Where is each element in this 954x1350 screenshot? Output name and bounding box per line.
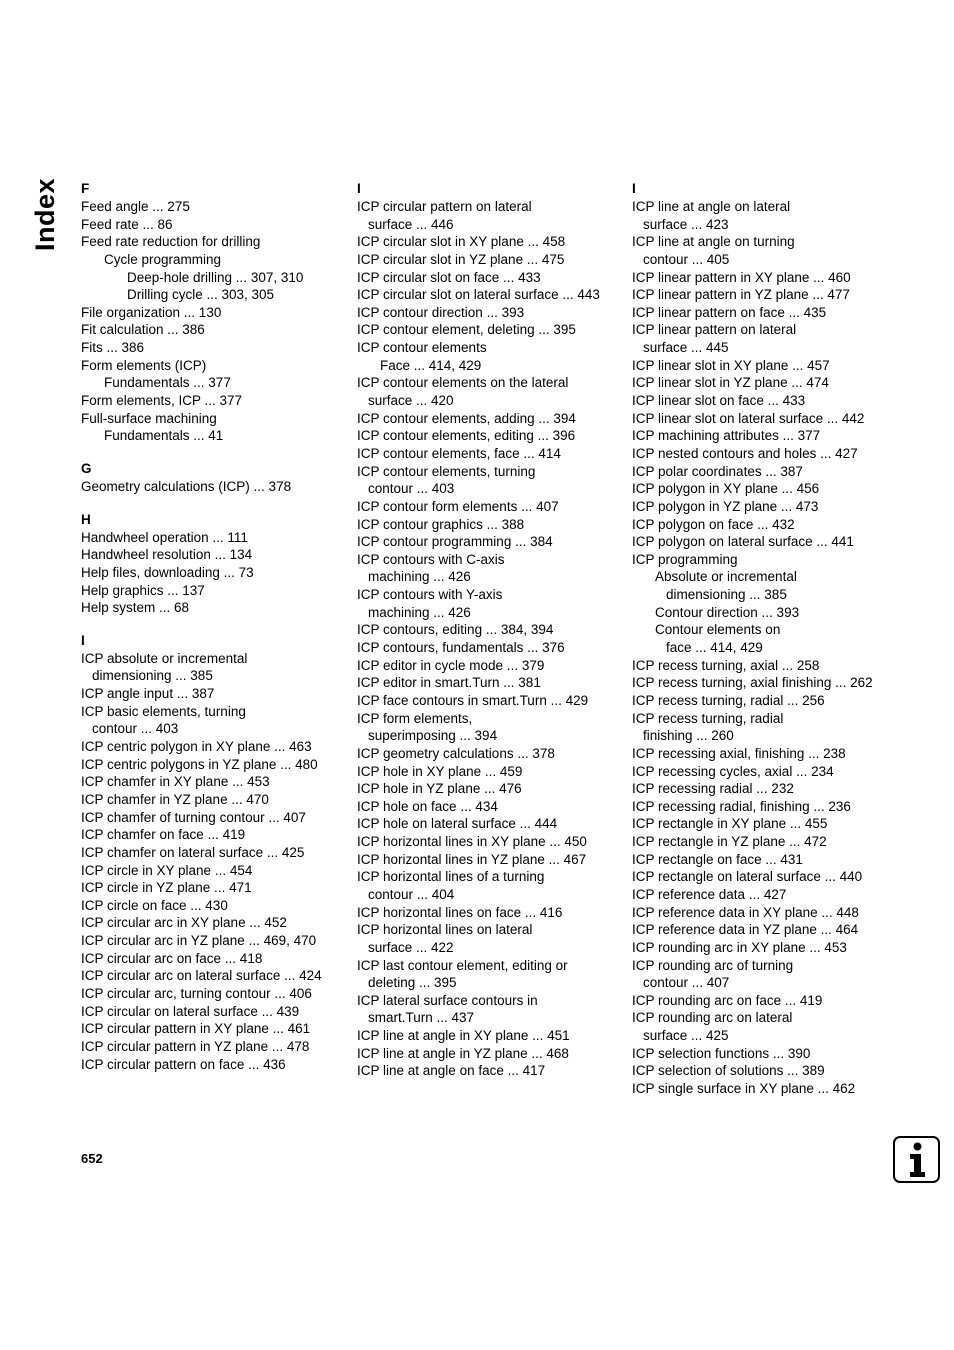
index-entry: ICP reference data in XY plane ... 448: [632, 904, 859, 920]
index-entry: ICP chamfer in XY plane ... 453: [81, 774, 270, 790]
index-entry: ICP contours, editing ... 384, 394: [357, 622, 554, 638]
index-letter-heading: F: [81, 181, 90, 196]
index-entry: Fundamentals ... 377: [104, 375, 231, 391]
index-entry: dimensioning ... 385: [92, 668, 213, 684]
index-entry: Help files, downloading ... 73: [81, 564, 254, 580]
index-entry: Handwheel operation ... 111: [81, 529, 248, 545]
page-number: 652: [81, 1151, 103, 1166]
index-entry: ICP polygon in XY plane ... 456: [632, 481, 820, 497]
index-entry: ICP face contours in smart.Turn ... 429: [357, 692, 589, 708]
index-entry: ICP hole on lateral surface ... 444: [357, 816, 558, 832]
index-entry: ICP rectangle in XY plane ... 455: [632, 816, 828, 832]
index-entry: ICP circular arc in XY plane ... 452: [81, 915, 287, 931]
index-entry: ICP circular arc on face ... 418: [81, 950, 263, 966]
index-entry: ICP chamfer in YZ plane ... 470: [81, 791, 269, 807]
index-entry: face ... 414, 429: [666, 640, 763, 656]
index-entry: ICP centric polygon in XY plane ... 463: [81, 739, 312, 755]
index-entry: machining ... 426: [368, 569, 471, 585]
side-title-text: Index: [30, 177, 60, 251]
index-entry: ICP linear pattern on lateral: [632, 322, 797, 338]
index-letter-heading: I: [357, 181, 361, 196]
index-entry: ICP contour form elements ... 407: [357, 498, 559, 514]
index-entry: ICP horizontal lines of a turning: [357, 869, 545, 885]
index-entry: ICP circular arc in YZ plane ... 469, 470: [81, 933, 317, 949]
index-entry: ICP angle input ... 387: [81, 686, 215, 702]
index-entry: ICP basic elements, turning: [81, 703, 246, 719]
index-entry: Help graphics ... 137: [81, 582, 205, 598]
index-entry: surface ... 445: [643, 340, 729, 356]
index-entry: ICP rounding arc in XY plane ... 453: [632, 939, 847, 955]
index-entry: ICP recessing radial, finishing ... 236: [632, 798, 851, 814]
index-entry: ICP chamfer on lateral surface ... 425: [81, 844, 305, 860]
index-entry: contour ... 404: [368, 886, 455, 902]
index-entry: ICP circular arc, turning contour ... 406: [81, 985, 312, 1001]
index-group: [632, 179, 902, 1098]
index-entry: ICP recess turning, radial ... 256: [632, 692, 825, 708]
index-entry: ICP rounding arc of turning: [632, 957, 794, 973]
index-entry: ICP linear pattern on face ... 435: [632, 304, 827, 320]
index-entry: machining ... 426: [368, 604, 471, 620]
index-entry: ICP contour elements, turning: [357, 463, 536, 479]
index-entry: ICP circular pattern on lateral: [357, 199, 532, 214]
index-column-1: [81, 179, 351, 1087]
index-entry: ICP linear slot in XY plane ... 457: [632, 357, 830, 373]
index-entry: ICP editor in smart.Turn ... 381: [357, 675, 541, 691]
index-entry: ICP selection of solutions ... 389: [632, 1063, 825, 1079]
index-entry: ICP horizontal lines in YZ plane ... 467: [357, 851, 587, 867]
index-entry: Contour direction ... 393: [655, 604, 800, 620]
index-entry: ICP single surface in XY plane ... 462: [632, 1081, 856, 1097]
index-entry: ICP lateral surface contours in: [357, 992, 538, 1008]
index-entry: ICP last contour element, editing or: [357, 957, 568, 973]
index-letter-heading: I: [632, 181, 636, 196]
index-entry: superimposing ... 394: [368, 728, 498, 744]
index-entry: surface ... 425: [643, 1028, 729, 1044]
index-entry: ICP circular on lateral surface ... 439: [81, 1003, 300, 1019]
index-entry: ICP circular pattern in XY plane ... 461: [81, 1021, 311, 1037]
index-entry: ICP nested contours and holes ... 427: [632, 445, 858, 461]
index-entry: Cycle programming: [104, 251, 222, 267]
index-entry: contour ... 405: [643, 251, 730, 267]
index-entry: ICP hole on face ... 434: [357, 798, 498, 814]
index-entry: ICP horizontal lines on lateral: [357, 922, 533, 938]
index-entry: ICP polygon on face ... 432: [632, 516, 795, 532]
index-entry: ICP geometry calculations ... 378: [357, 745, 555, 761]
index-entry: ICP form elements,: [357, 710, 473, 726]
index-letter-heading: G: [81, 460, 92, 476]
index-entry: ICP contour elements, adding ... 394: [357, 410, 576, 426]
index-entry: Feed angle ... 275: [81, 199, 190, 214]
index-column-2: [357, 179, 627, 1094]
index-entry: ICP contour graphics ... 388: [357, 516, 525, 532]
index-group: [81, 459, 351, 496]
index-entry: deleting ... 395: [368, 975, 457, 991]
index-entry: ICP recess turning, axial ... 258: [632, 657, 820, 673]
index-entry: Contour elements on: [655, 622, 781, 638]
index-entry: surface ... 423: [643, 216, 729, 232]
index-entry: ICP contour elements, editing ... 396: [357, 428, 576, 444]
index-entry: Help system ... 68: [81, 600, 190, 616]
index-entry: ICP linear slot on face ... 433: [632, 393, 806, 409]
index-entry: ICP hole in YZ plane ... 476: [357, 781, 522, 797]
index-entry: ICP chamfer of turning contour ... 407: [81, 809, 306, 825]
index-entry: ICP circular slot on face ... 433: [357, 269, 541, 285]
index-entry: ICP recessing cycles, axial ... 234: [632, 763, 834, 779]
index-entry: ICP circular slot in YZ plane ... 475: [357, 251, 565, 267]
info-icon: [893, 1136, 940, 1183]
index-entry: ICP contours with C-axis: [357, 551, 505, 567]
index-entry: ICP circular pattern on face ... 436: [81, 1056, 286, 1072]
index-entry: surface ... 446: [368, 216, 454, 232]
side-title: [30, 177, 60, 253]
index-entry: ICP rectangle in YZ plane ... 472: [632, 834, 827, 850]
index-entry: Fits ... 386: [81, 340, 145, 356]
index-entry: ICP circular pattern in YZ plane ... 478: [81, 1038, 310, 1054]
index-entry: ICP line at angle on turning: [632, 234, 795, 250]
index-entry: ICP horizontal lines on face ... 416: [357, 904, 563, 920]
index-entry: Form elements (ICP): [81, 357, 207, 373]
index-entry: Drilling cycle ... 303, 305: [127, 287, 275, 303]
index-entry: ICP polar coordinates ... 387: [632, 463, 803, 479]
index-entry: ICP linear pattern in YZ plane ... 477: [632, 287, 850, 303]
index-entry: Fundamentals ... 41: [104, 428, 224, 444]
index-entry: ICP linear slot on lateral surface ... 442: [632, 410, 865, 426]
index-entry: ICP machining attributes ... 377: [632, 428, 821, 444]
index-entry: surface ... 420: [368, 393, 454, 409]
index-entry: ICP rectangle on lateral surface ... 440: [632, 869, 863, 885]
index-entry: ICP linear slot in YZ plane ... 474: [632, 375, 829, 391]
index-entry: dimensioning ... 385: [666, 587, 787, 603]
index-entry: ICP circular slot on lateral surface ... 443: [357, 287, 600, 303]
index-entry: Deep-hole drilling ... 307, 310: [127, 269, 304, 285]
index-entry: Fit calculation ... 386: [81, 322, 205, 338]
index-entry: ICP recessing axial, finishing ... 238: [632, 745, 846, 761]
index-entry: ICP contour element, deleting ... 395: [357, 322, 576, 338]
index-entry: Form elements, ICP ... 377: [81, 393, 243, 409]
index-entry: ICP recess turning, radial: [632, 710, 784, 726]
index-entry: ICP rectangle on face ... 431: [632, 851, 803, 867]
index-entry: ICP line at angle on lateral: [632, 199, 791, 214]
index-entry: ICP circle in XY plane ... 454: [81, 862, 253, 878]
index-entry: ICP line at angle in YZ plane ... 468: [357, 1045, 569, 1061]
index-entry: Feed rate ... 86: [81, 216, 173, 232]
index-entry: ICP centric polygons in YZ plane ... 480: [81, 756, 318, 772]
index-entry: ICP contour elements: [357, 340, 487, 356]
index-entry: ICP editor in cycle mode ... 379: [357, 657, 545, 673]
index-entry: contour ... 403: [92, 721, 179, 737]
index-group: [81, 510, 351, 617]
index-entry: Face ... 414, 429: [380, 357, 482, 373]
index-entry: ICP contour programming ... 384: [357, 534, 553, 550]
index-entry: ICP line at angle on face ... 417: [357, 1063, 546, 1079]
index-entry: ICP linear pattern in XY plane ... 460: [632, 269, 851, 285]
index-entry: Feed rate reduction for drilling: [81, 234, 261, 250]
index-entry: Absolute or incremental: [655, 569, 797, 585]
index-letter-heading: H: [81, 511, 91, 527]
index-group: [81, 179, 351, 445]
index-entry: ICP recessing radial ... 232: [632, 781, 794, 797]
index-entry: ICP contours, fundamentals ... 376: [357, 640, 565, 656]
index-letter-heading: I: [81, 632, 85, 648]
index-entry: ICP absolute or incremental: [81, 650, 248, 666]
index-entry: File organization ... 130: [81, 304, 222, 320]
info-glyph: [895, 1138, 938, 1181]
index-entry: ICP reference data in YZ plane ... 464: [632, 922, 859, 938]
index-entry: ICP hole in XY plane ... 459: [357, 763, 523, 779]
index-entry: ICP circle on face ... 430: [81, 897, 228, 913]
index-entry: contour ... 407: [643, 975, 730, 991]
index-entry: Full-surface machining: [81, 410, 217, 426]
index-entry: ICP contour direction ... 393: [357, 304, 525, 320]
index-entry: ICP recess turning, axial finishing ... 262: [632, 675, 873, 691]
index-entry: ICP contour elements, face ... 414: [357, 445, 561, 461]
index-entry: finishing ... 260: [643, 728, 734, 744]
index-entry: ICP reference data ... 427: [632, 886, 787, 902]
index-entry: ICP circle in YZ plane ... 471: [81, 880, 252, 896]
index-entry: Handwheel resolution ... 134: [81, 547, 253, 563]
index-entry: ICP polygon in YZ plane ... 473: [632, 498, 819, 514]
index-entry: Geometry calculations (ICP) ... 378: [81, 478, 292, 494]
index-entry: ICP contours with Y-axis: [357, 587, 503, 603]
index-entry: ICP circular slot in XY plane ... 458: [357, 234, 566, 250]
index-entry: ICP programming: [632, 551, 738, 567]
index-entry: ICP rounding arc on lateral: [632, 1010, 793, 1026]
index-column-3: [632, 179, 902, 1112]
index-entry: ICP selection functions ... 390: [632, 1045, 811, 1061]
index-entry: ICP circular arc on lateral surface ... 424: [81, 968, 322, 984]
index-group: [81, 631, 351, 1073]
index-group: [357, 179, 627, 1080]
index-entry: ICP rounding arc on face ... 419: [632, 992, 823, 1008]
index-entry: ICP chamfer on face ... 419: [81, 827, 246, 843]
index-entry: ICP polygon on lateral surface ... 441: [632, 534, 854, 550]
index-entry: smart.Turn ... 437: [368, 1010, 475, 1026]
index-entry: ICP line at angle in XY plane ... 451: [357, 1028, 570, 1044]
index-entry: ICP horizontal lines in XY plane ... 450: [357, 834, 587, 850]
index-entry: surface ... 422: [368, 939, 454, 955]
index-entry: contour ... 403: [368, 481, 455, 497]
index-entry: ICP contour elements on the lateral: [357, 375, 569, 391]
